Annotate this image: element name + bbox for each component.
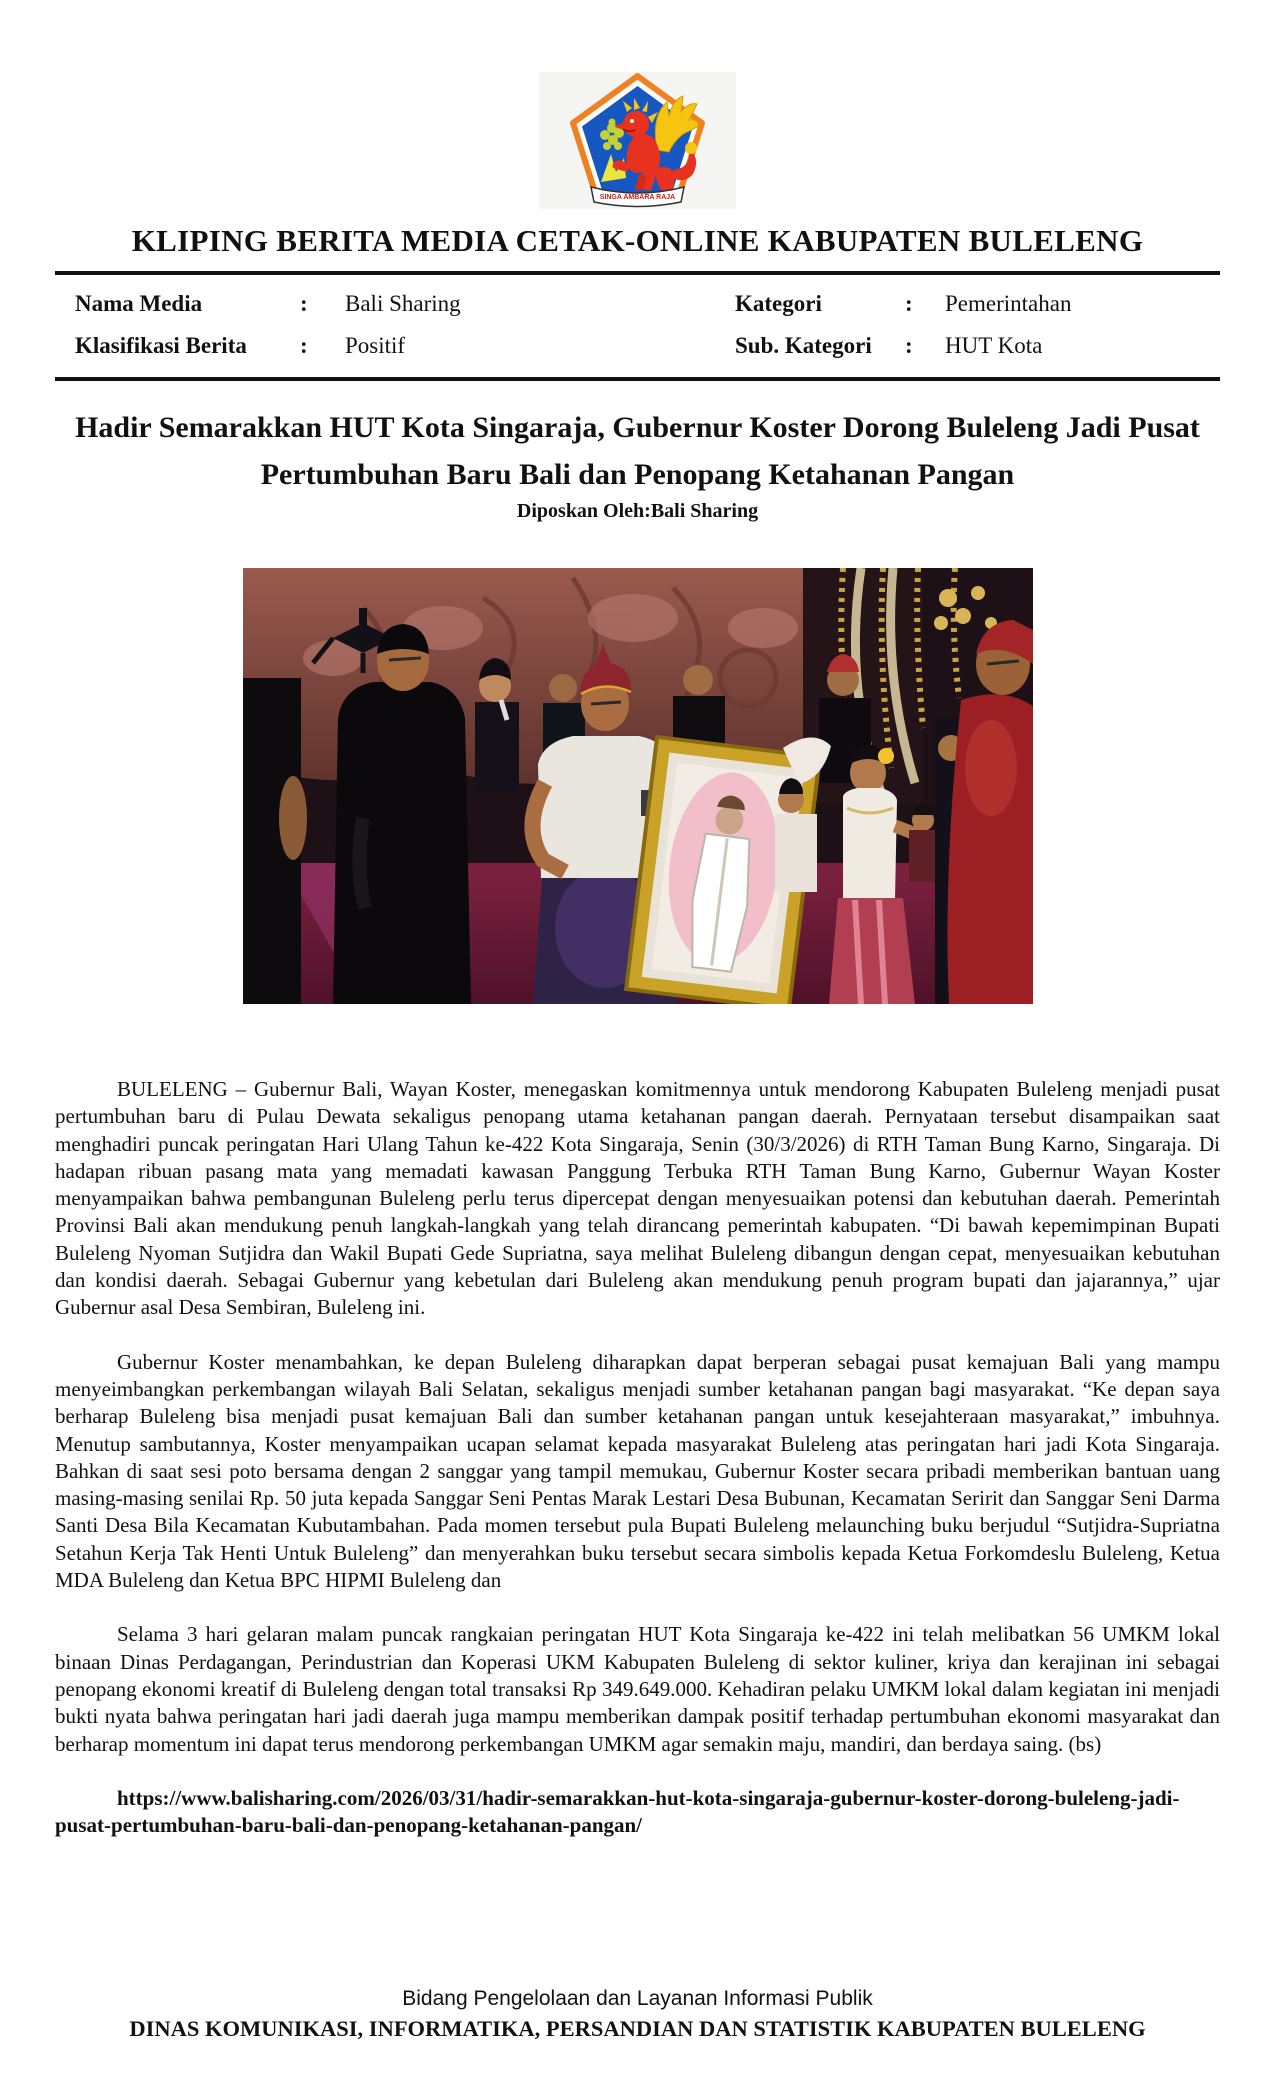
article-title: Hadir Semarakkan HUT Kota Singaraja, Gubernur Koster Dorong Buleleng Jadi Pusat Pertumbuhan Baru Bali dan Penopang Ketahanan Pangan xyxy=(75,411,1200,491)
meta-label-nama-media: Nama Media xyxy=(75,291,203,316)
meta-label-kategori: Kategori xyxy=(735,291,822,316)
document-title: KLIPING BERITA MEDIA CETAK-ONLINE KABUPATEN BULELENG xyxy=(131,223,1144,258)
meta-value-kategori: Pemerintahan xyxy=(945,291,1072,316)
table-bottom-rule xyxy=(55,377,1220,381)
meta-table xyxy=(55,275,1220,377)
meta-value-nama-media: Bali Sharing xyxy=(345,291,461,316)
meta-value-sub-kategori: HUT Kota xyxy=(945,333,1043,358)
article-body xyxy=(55,1076,1220,1839)
article-photo xyxy=(243,568,1033,1004)
meta-label-sub-kategori: Sub. Kategori xyxy=(735,333,872,358)
article-byline: Diposkan Oleh:Bali Sharing xyxy=(516,500,759,522)
document-footer xyxy=(55,1987,1220,2042)
footer-bidang: Bidang Pengelolaan dan Layanan Informasi Publik xyxy=(402,1987,873,2010)
left-edge-figure xyxy=(243,678,307,1004)
meta-colon: : xyxy=(905,333,913,358)
paragraph-2: Gubernur Koster menambahkan, ke depan Buleleng diharapkan dapat berperan sebagai pusat kemajuan Bali yang mampu menyeimbangkan perkembangan wilayah Bali Selatan, sekaligus menjadi sumber ketahanan pangan bagi masyarakat. “Ke depan saya berharap Buleleng bisa menjadi pusat kemajuan Bali dan sumber ketahanan pangan untuk kesejahteraan masyarakat,” imbuhnya. Menutup sambutannya, Koster menyampaikan ucapan selamat kepada masyarakat Buleleng atas peringatan hari jadi Kota Singaraja. Bahkan di saat sesi poto bersama dengan 2 sanggar yang tampil memukau, Gubernur Koster secara pribadi memberikan bantuan uang masing-masing senilai Rp. 50 juta kepada Sanggar Seni Pentas Marak Lestari Desa Bubunan, Kecamatan Seririt dan Sanggar Seni Darma Santi Desa Bila Kecamatan Kubutambahan. Pada momen tersebut pula Bupati Buleleng melaunching buku berjudul “Sutjidra-Supriatna Setahun Kerja Tak Henti Untuk Buleleng” dan menyerahkan buku tersebut secara simbolis kepada Ketua Forkomdeslu Buleleng, Ketua MDA Buleleng dan Ketua BPC HIPMI Buleleng dan xyxy=(55,1349,1220,1593)
crest-banner-text: SINGA AMBARA RAJA xyxy=(599,194,676,201)
meta-colon: : xyxy=(300,291,308,316)
photo-illustration xyxy=(243,568,1033,1004)
crest-icon xyxy=(539,72,736,209)
footer-dinas: DINAS KOMUNIKASI, INFORMATIKA, PERSANDIAN DAN STATISTIK KABUPATEN BULELENG xyxy=(129,2016,1146,2041)
paragraph-3: Selama 3 hari gelaran malam puncak rangkaian peringatan HUT Kota Singaraja ke-422 ini telah melibatkan 56 UMKM lokal binaan Dinas Perdagangan, Perindustrian dan Koperasi UKM Kabupaten Buleleng di sektor kuliner, kriya dan kerajinan ini sebagai penopang ekonomi kreatif di Buleleng dengan total transaksi Rp 349.649.000. Kehadiran pelaku UMKM lokal dalam kegiatan ini menjadi bukti nyata bahwa peringatan hari jadi daerah juga mampu memberikan dampak positif terhadap pertumbuhan ekonomi masyarakat dan berharap momentum ini dapat terus mendorong perkembangan UMKM agar semakin maju, mandiri, dan berdaya saing. (bs) xyxy=(55,1622,1220,1756)
yellow-hair-flower xyxy=(878,748,894,764)
buleleng-crest-logo xyxy=(539,72,736,209)
paragraph-1: BULELENG – Gubernur Bali, Wayan Koster, menegaskan komitmennya untuk mendorong Kabupaten Buleleng menjadi pusat pertumbuhan baru di Pulau Dewata sekaligus penopang utama ketahanan pangan daerah. Pernyataan tersebut disampaikan saat menghadiri puncak peringatan Hari Ulang Tahun ke-422 Kota Singaraja, Senin (30/3/2026) di RTH Taman Bung Karno, Singaraja. Di hadapan ribuan pasang mata yang memadati kawasan Panggung Terbuka RTH Taman Bung Karno, Gubernur Wayan Koster menyampaikan bahwa pembangunan Buleleng perlu terus dipercepat dengan menyesuaikan potensi dan kebutuhan daerah. Pemerintah Provinsi Bali akan mendukung penuh langkah-langkah yang telah dirancang pemerintah kabupaten. “Di bawah kepemimpinan Bupati Buleleng Nyoman Sutjidra dan Wakil Bupati Gede Supriatna, saya melihat Buleleng dibangun dengan cepat, menyesuaikan kebutuhan dan kondisi daerah. Sebagai Gubernur yang kebetulan dari Buleleng akan mendukung penuh program bupati dan jajarannya,” ujar Gubernur asal Desa Sembiran, Buleleng ini. xyxy=(55,1077,1220,1320)
meta-label-klasifikasi: Klasifikasi Berita xyxy=(75,333,247,358)
meta-value-klasifikasi: Positif xyxy=(345,333,406,358)
meta-colon: : xyxy=(905,291,913,316)
source-url: https://www.balisharing.com/2026/03/31/hadir-semarakkan-hut-kota-singaraja-gubernur-koster-dorong-buleleng-jadi-pusat-pertumbuhan-baru-bali-dan-penopang-ketahanan-pangan/ xyxy=(55,1785,1180,1838)
meta-colon: : xyxy=(300,333,308,358)
